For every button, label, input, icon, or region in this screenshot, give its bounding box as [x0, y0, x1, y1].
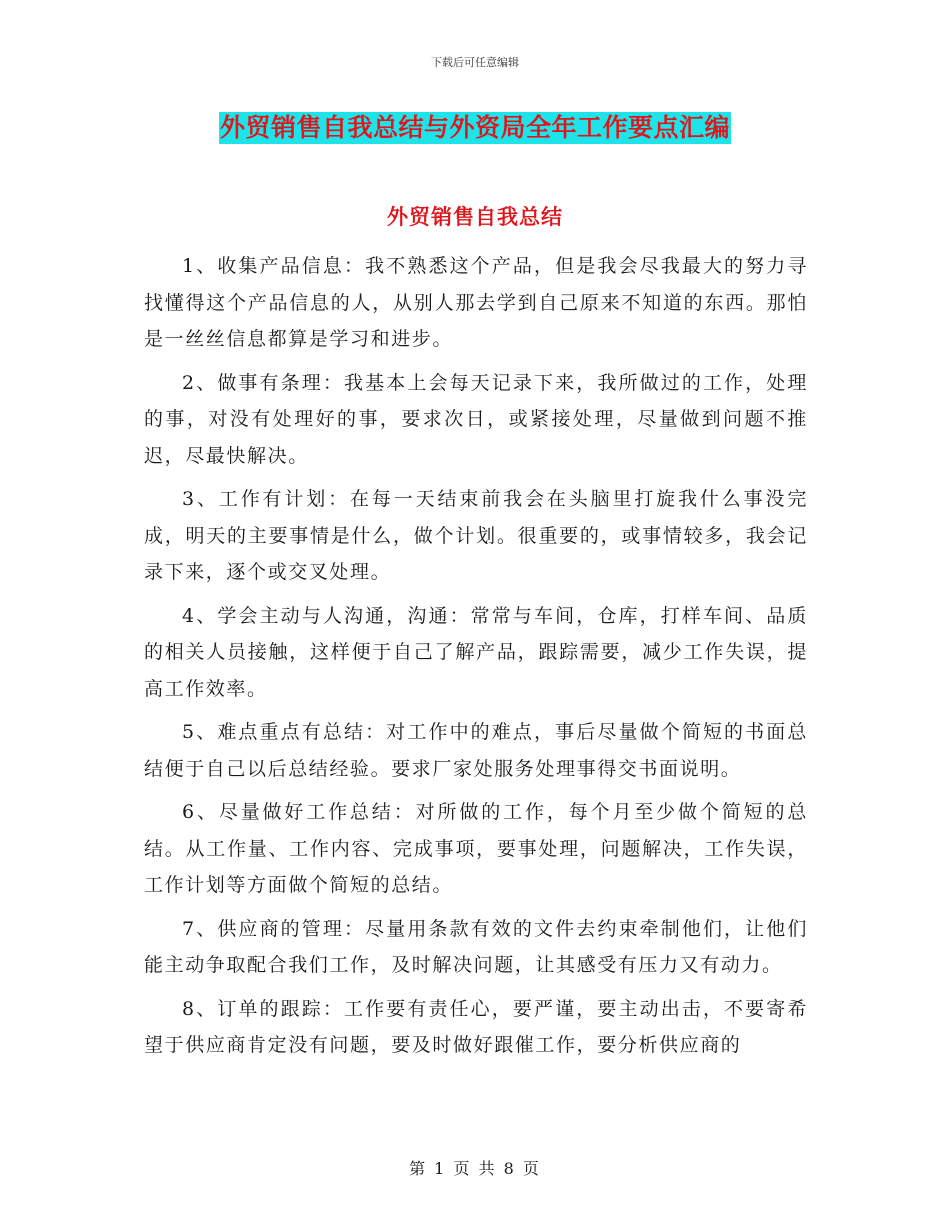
paragraph-1: 1、收集产品信息：我不熟悉这个产品，但是我会尽我最大的努力寻找懂得这个产品信息的人，从别人那去学到自己原来不知道的东西。那怕是一丝丝信息都算是学习和进步。: [144, 255, 808, 350]
page-number: 第 1 页 共 8 页: [409, 1159, 541, 1178]
paragraph-5: 5、难点重点有总结：对工作中的难点，事后尽量做个简短的书面总结便于自己以后总结经验。要求厂家处服务处理事得交书面说明。: [144, 721, 808, 780]
paragraph-8: 8、订单的跟踪：工作要有责任心，要严谨，要主动出击，不要寄希望于供应商肯定没有问题，要及时做好跟催工作，要分析供应商的: [144, 997, 808, 1056]
document-body: [144, 248, 808, 1071]
paragraph-3: 3、工作有计划：在每一天结束前我会在头脑里打旋我什么事没完成，明天的主要事情是什么，做个计划。很重要的，或事情较多，我会记录下来，逐个或交叉处理。: [144, 488, 808, 583]
document-title: 外贸销售自我总结与外资局全年工作要点汇编: [219, 113, 730, 142]
paragraph-2: 2、做事有条理：我基本上会每天记录下来，我所做过的工作，处理的事，对没有处理好的事，要求次日，或紧接处理，尽量做到问题不推迟，尽最快解决。: [144, 371, 808, 467]
header-note: 下载后可任意编辑: [431, 56, 519, 69]
paragraph-7: 7、供应商的管理：尽量用条款有效的文件去约束牵制他们，让他们能主动争取配合我们工作，及时解决问题，让其感受有压力又有动力。: [144, 917, 808, 976]
section-title: 外贸销售自我总结: [387, 205, 563, 229]
document-title-wrapper: [0, 112, 950, 144]
paragraph-6: 6、尽量做好工作总结：对所做的工作，每个月至少做个简短的总结。从工作量、工作内容、完成事项，要事处理，问题解决，工作失误，工作计划等方面做个简短的总结。: [144, 801, 808, 896]
paragraph-4: 4、学会主动与人沟通，沟通：常常与车间，仓库，打样车间、品质的相关人员接触，这样便于自己了解产品，跟踪需要，减少工作失误，提高工作效率。: [144, 604, 808, 700]
